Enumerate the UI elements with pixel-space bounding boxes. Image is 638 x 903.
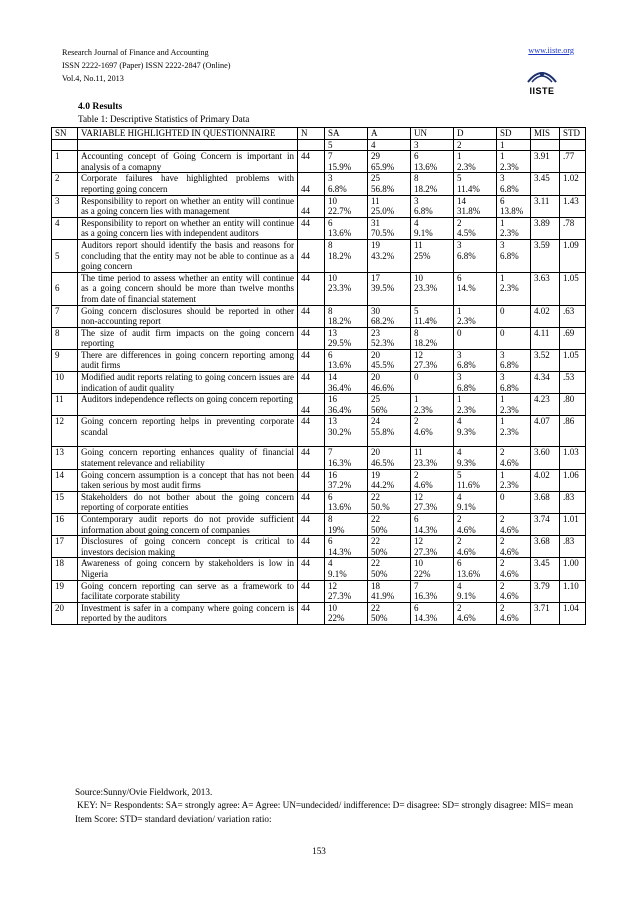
table-row <box>52 349 586 371</box>
sa-cell: 3 6.8% <box>325 173 368 195</box>
key-note: KEY: N= Respondents: SA= strongly agree: A= Agree: UN=undecided/ indifference: D= disagree: SD= strongly disagree: MIS= mean Item Score: STD= standard deviation/ variation ratio: <box>75 800 574 824</box>
n-cell: 44 <box>298 558 325 580</box>
a-cell: 29 65.9% <box>368 151 411 173</box>
std-cell: 1.01 <box>560 514 586 536</box>
journal-issn: ISSN 2222-1697 (Paper) ISSN 2222-2847 (Online) <box>62 61 231 70</box>
a-cell: 22 50.% <box>368 491 411 513</box>
un-cell: 3 6.8% <box>411 195 454 217</box>
sd-cell: 2 4.6% <box>497 447 531 469</box>
table-row <box>52 151 586 173</box>
sd-cell: 3 6.8% <box>497 372 531 394</box>
sd-cell: 1 2.3% <box>497 469 531 491</box>
mis-cell: 4.11 <box>531 327 560 349</box>
iiste-logo <box>526 62 558 96</box>
table-head <box>52 128 586 140</box>
un-cell: 10 23.3% <box>411 272 454 305</box>
std-cell: 1.05 <box>560 272 586 305</box>
a-cell: 31 70.5% <box>368 217 411 239</box>
mis-cell: 4.23 <box>531 394 560 416</box>
d-cell: 3 6.8% <box>454 372 497 394</box>
a-cell: 22 50% <box>368 514 411 536</box>
un-cell: 1 2.3% <box>411 394 454 416</box>
scale-value: 4 <box>368 139 411 151</box>
sn-cell: 18 <box>52 558 78 580</box>
sa-cell: 10 22.7% <box>325 195 368 217</box>
un-cell: 6 14.3% <box>411 602 454 624</box>
std-cell: .83 <box>560 491 586 513</box>
d-cell: 3 6.8% <box>454 239 497 272</box>
sn-cell: 5 <box>52 239 78 272</box>
n-cell: 44 <box>298 173 325 195</box>
table-row <box>52 272 586 305</box>
table-row <box>52 239 586 272</box>
sa-cell: 16 37.2% <box>325 469 368 491</box>
sn-cell: 4 <box>52 217 78 239</box>
column-header: SA <box>325 128 368 140</box>
mis-cell: 3.74 <box>531 514 560 536</box>
n-cell: 44 <box>298 394 325 416</box>
sn-cell: 6 <box>52 272 78 305</box>
table-row <box>52 195 586 217</box>
n-cell: 44 <box>298 217 325 239</box>
n-cell: 44 <box>298 469 325 491</box>
sa-cell: 6 13.6% <box>325 217 368 239</box>
table-caption: Table 1: Descriptive Statistics of Primary Data <box>78 114 250 124</box>
sd-cell: 3 6.8% <box>497 349 531 371</box>
sd-cell: 1 2.3% <box>497 151 531 173</box>
sa-cell: 14 36.4% <box>325 372 368 394</box>
column-header: SD <box>497 128 531 140</box>
sn-cell: 14 <box>52 469 78 491</box>
d-cell: 14 31.8% <box>454 195 497 217</box>
sd-cell: 2 4.6% <box>497 602 531 624</box>
sn-cell: 19 <box>52 580 78 602</box>
sn-cell: 16 <box>52 514 78 536</box>
column-header: D <box>454 128 497 140</box>
sn-cell: 15 <box>52 491 78 513</box>
d-cell: 2 4.6% <box>454 536 497 558</box>
empty-cell <box>78 139 298 151</box>
sd-cell: 2 4.6% <box>497 536 531 558</box>
sd-cell: 6 13.8% <box>497 195 531 217</box>
a-cell: 19 44.2% <box>368 469 411 491</box>
un-cell: 12 27.3% <box>411 491 454 513</box>
un-cell: 0 <box>411 372 454 394</box>
sd-cell: 1 2.3% <box>497 394 531 416</box>
d-cell: 5 11.6% <box>454 469 497 491</box>
d-cell: 1 2.3% <box>454 305 497 327</box>
a-cell: 20 45.5% <box>368 349 411 371</box>
column-header: N <box>298 128 325 140</box>
un-cell: 5 11.4% <box>411 305 454 327</box>
empty-cell <box>52 139 78 151</box>
mis-cell: 4.02 <box>531 469 560 491</box>
sa-cell: 13 29.5% <box>325 327 368 349</box>
mis-cell: 3.45 <box>531 173 560 195</box>
table-row <box>52 217 586 239</box>
d-cell: 1 2.3% <box>454 151 497 173</box>
sa-cell: 6 14.3% <box>325 536 368 558</box>
sd-cell: 3 6.8% <box>497 173 531 195</box>
n-cell: 44 <box>298 272 325 305</box>
table-row <box>52 536 586 558</box>
a-cell: 22 50% <box>368 602 411 624</box>
mis-cell: 3.91 <box>531 151 560 173</box>
std-cell: .77 <box>560 151 586 173</box>
un-cell: 12 27.3% <box>411 536 454 558</box>
n-cell: 44 <box>298 447 325 469</box>
n-cell: 44 <box>298 536 325 558</box>
n-cell: 44 <box>298 195 325 217</box>
a-cell: 20 46.6% <box>368 372 411 394</box>
variable-cell: There are differences in going concern reporting among audit firms <box>78 349 298 371</box>
table-row <box>52 372 586 394</box>
source-note: Source:Sunny/Ovie Fieldwork, 2013. <box>75 787 213 797</box>
d-cell: 4 9.1% <box>454 580 497 602</box>
un-cell: 11 25% <box>411 239 454 272</box>
d-cell: 2 4.6% <box>454 514 497 536</box>
d-cell: 6 13.6% <box>454 558 497 580</box>
sd-cell: 1 2.3% <box>497 272 531 305</box>
table-row <box>52 173 586 195</box>
d-cell: 4 9.3% <box>454 447 497 469</box>
d-cell: 6 14.% <box>454 272 497 305</box>
a-cell: 25 56.8% <box>368 173 411 195</box>
sa-cell: 12 27.3% <box>325 580 368 602</box>
table-row <box>52 491 586 513</box>
sd-cell: 2 4.6% <box>497 558 531 580</box>
mis-cell: 3.45 <box>531 558 560 580</box>
sa-cell: 4 9.1% <box>325 558 368 580</box>
mis-cell: 3.60 <box>531 447 560 469</box>
n-cell: 44 <box>298 602 325 624</box>
sd-cell: 3 6.8% <box>497 239 531 272</box>
std-cell: 1.04 <box>560 602 586 624</box>
sd-cell: 2 4.6% <box>497 580 531 602</box>
n-cell: 44 <box>298 514 325 536</box>
journal-url-link[interactable]: www.iiste.org <box>528 46 574 55</box>
variable-cell: Investment is safer in a company where going concern is reported by the auditors <box>78 602 298 624</box>
un-cell: 8 18.2% <box>411 327 454 349</box>
column-header: A <box>368 128 411 140</box>
mis-cell: 3.52 <box>531 349 560 371</box>
un-cell: 10 22% <box>411 558 454 580</box>
section-title: 4.0 Results <box>78 101 123 112</box>
std-cell: .53 <box>560 372 586 394</box>
empty-cell <box>531 139 560 151</box>
n-cell: 44 <box>298 239 325 272</box>
mis-cell: 3.68 <box>531 491 560 513</box>
variable-cell: The size of audit firm impacts on the going concern reporting <box>78 327 298 349</box>
n-cell: 44 <box>298 372 325 394</box>
column-header: VARIABLE HIGHLIGHTED IN QUESTIONNAIRE <box>78 128 298 140</box>
table-row <box>52 602 586 624</box>
sd-cell: 0 <box>497 305 531 327</box>
sn-cell: 7 <box>52 305 78 327</box>
table-notes <box>75 786 575 826</box>
mis-cell: 3.59 <box>531 239 560 272</box>
sa-cell: 13 30.2% <box>325 416 368 447</box>
sd-cell: 0 <box>497 327 531 349</box>
sn-cell: 8 <box>52 327 78 349</box>
a-cell: 25 56% <box>368 394 411 416</box>
scale-value: 1 <box>497 139 531 151</box>
un-cell: 6 14.3% <box>411 514 454 536</box>
n-cell: 44 <box>298 491 325 513</box>
sn-cell: 11 <box>52 394 78 416</box>
column-header: UN <box>411 128 454 140</box>
un-cell: 7 16.3% <box>411 580 454 602</box>
mis-cell: 3.71 <box>531 602 560 624</box>
variable-cell: Contemporary audit reports do not provide sufficient information about going concern of companies <box>78 514 298 536</box>
variable-cell: Auditors report should identify the basis and reasons for concluding that the entity may not be able to continue as a going concern <box>78 239 298 272</box>
sn-cell: 10 <box>52 372 78 394</box>
n-cell: 44 <box>298 327 325 349</box>
table-row <box>52 447 586 469</box>
sn-cell: 12 <box>52 416 78 447</box>
a-cell: 11 25.0% <box>368 195 411 217</box>
d-cell: 0 <box>454 327 497 349</box>
sa-cell: 8 18.2% <box>325 305 368 327</box>
header-row <box>52 128 586 140</box>
d-cell: 4 9.1% <box>454 491 497 513</box>
n-cell: 44 <box>298 416 325 447</box>
variable-cell: The time period to assess whether an entity will continue as a going concern should be more than twelve months from date of financial statement <box>78 272 298 305</box>
variable-cell: Going concern reporting can serve as a framework to facilitate corporate stability <box>78 580 298 602</box>
n-cell: 44 <box>298 305 325 327</box>
journal-volume: Vol.4, No.11, 2013 <box>62 74 124 83</box>
variable-cell: Corporate failures have highlighted problems with reporting going concern <box>78 173 298 195</box>
variable-cell: Going concern disclosures should be reported in other non-accounting report <box>78 305 298 327</box>
sn-cell: 9 <box>52 349 78 371</box>
n-cell: 44 <box>298 349 325 371</box>
n-cell: 44 <box>298 151 325 173</box>
a-cell: 23 52.3% <box>368 327 411 349</box>
table-row <box>52 416 586 447</box>
scale-value: 2 <box>454 139 497 151</box>
std-cell: 1.09 <box>560 239 586 272</box>
a-cell: 19 43.2% <box>368 239 411 272</box>
variable-cell: Modified audit reports relating to going concern issues are indication of audit quality <box>78 372 298 394</box>
d-cell: 2 4.5% <box>454 217 497 239</box>
scale-value: 5 <box>325 139 368 151</box>
variable-cell: Going concern assumption is a concept that has not been taken serious by most audit firms <box>78 469 298 491</box>
journal-name: Research Journal of Finance and Accounting <box>62 48 209 57</box>
un-cell: 11 23.3% <box>411 447 454 469</box>
un-cell: 4 9.1% <box>411 217 454 239</box>
sa-cell: 7 15.9% <box>325 151 368 173</box>
a-cell: 20 46.5% <box>368 447 411 469</box>
d-cell: 1 2.3% <box>454 394 497 416</box>
d-cell: 5 11.4% <box>454 173 497 195</box>
n-cell: 44 <box>298 580 325 602</box>
std-cell: .78 <box>560 217 586 239</box>
sn-cell: 2 <box>52 173 78 195</box>
sn-cell: 13 <box>52 447 78 469</box>
a-cell: 30 68.2% <box>368 305 411 327</box>
variable-cell: Awareness of going concern by stakeholders is low in Nigeria <box>78 558 298 580</box>
statistics-table <box>51 127 586 625</box>
table-row <box>52 558 586 580</box>
sa-cell: 10 23.3% <box>325 272 368 305</box>
std-cell: 1.10 <box>560 580 586 602</box>
variable-cell: Stakeholders do not bother about the going concern reporting of corporate entities <box>78 491 298 513</box>
journal-header <box>62 46 231 85</box>
table-row <box>52 469 586 491</box>
variable-cell: Responsibility to report on whether an entity will continue as a going concern lies with independent auditors <box>78 217 298 239</box>
sa-cell: 6 13.6% <box>325 349 368 371</box>
column-header: MIS <box>531 128 560 140</box>
sd-cell: 0 <box>497 491 531 513</box>
a-cell: 22 50% <box>368 536 411 558</box>
sn-cell: 1 <box>52 151 78 173</box>
std-cell: 1.03 <box>560 447 586 469</box>
std-cell: 1.06 <box>560 469 586 491</box>
mis-cell: 4.02 <box>531 305 560 327</box>
mis-cell: 3.11 <box>531 195 560 217</box>
mis-cell: 3.79 <box>531 580 560 602</box>
sn-cell: 20 <box>52 602 78 624</box>
variable-cell: Going concern reporting helps in preventing corporate scandal <box>78 416 298 447</box>
a-cell: 24 55.8% <box>368 416 411 447</box>
variable-cell: Going concern reporting enhances quality of financial statement relevance and reliability <box>78 447 298 469</box>
mis-cell: 3.68 <box>531 536 560 558</box>
column-header: SN <box>52 128 78 140</box>
un-cell: 6 13.6% <box>411 151 454 173</box>
mis-cell: 3.89 <box>531 217 560 239</box>
table-row <box>52 394 586 416</box>
empty-cell <box>560 139 586 151</box>
d-cell: 2 4.6% <box>454 602 497 624</box>
std-cell: .63 <box>560 305 586 327</box>
mis-cell: 3.63 <box>531 272 560 305</box>
sa-cell: 16 36.4% <box>325 394 368 416</box>
sa-cell: 10 22% <box>325 602 368 624</box>
sa-cell: 7 16.3% <box>325 447 368 469</box>
d-cell: 3 6.8% <box>454 349 497 371</box>
table-body <box>52 139 586 624</box>
variable-cell: Disclosures of going concern concept is critical to investors decision making <box>78 536 298 558</box>
un-cell: 2 4.6% <box>411 416 454 447</box>
logo-text: IISTE <box>529 86 555 96</box>
sn-cell: 3 <box>52 195 78 217</box>
std-cell: .83 <box>560 536 586 558</box>
table-row <box>52 580 586 602</box>
std-cell: 1.00 <box>560 558 586 580</box>
un-cell: 2 4.6% <box>411 469 454 491</box>
sa-cell: 8 19% <box>325 514 368 536</box>
table-row <box>52 514 586 536</box>
un-cell: 12 27.3% <box>411 349 454 371</box>
un-cell: 8 18.2% <box>411 173 454 195</box>
std-cell: 1.43 <box>560 195 586 217</box>
mis-cell: 4.34 <box>531 372 560 394</box>
empty-cell <box>298 139 325 151</box>
table-row <box>52 327 586 349</box>
scale-value: 3 <box>411 139 454 151</box>
std-cell: .86 <box>560 416 586 447</box>
variable-cell: Accounting concept of Going Concern is important in analysis of a comapny <box>78 151 298 173</box>
sa-cell: 8 18.2% <box>325 239 368 272</box>
std-cell: .69 <box>560 327 586 349</box>
column-header: STD <box>560 128 586 140</box>
std-cell: .80 <box>560 394 586 416</box>
table-row <box>52 305 586 327</box>
variable-cell: Auditors independence reflects on going concern reporting <box>78 394 298 416</box>
a-cell: 18 41.9% <box>368 580 411 602</box>
std-cell: 1.02 <box>560 173 586 195</box>
page-number: 153 <box>312 846 326 856</box>
mis-cell: 4.07 <box>531 416 560 447</box>
sd-cell: 1 2.3% <box>497 416 531 447</box>
sd-cell: 1 2.3% <box>497 217 531 239</box>
sn-cell: 17 <box>52 536 78 558</box>
std-cell: 1.05 <box>560 349 586 371</box>
a-cell: 22 50% <box>368 558 411 580</box>
scale-row <box>52 139 586 151</box>
variable-cell: Responsibility to report on whether an entity will continue as a going concern lies with management <box>78 195 298 217</box>
d-cell: 4 9.3% <box>454 416 497 447</box>
sd-cell: 2 4.6% <box>497 514 531 536</box>
a-cell: 17 39.5% <box>368 272 411 305</box>
sa-cell: 6 13.6% <box>325 491 368 513</box>
